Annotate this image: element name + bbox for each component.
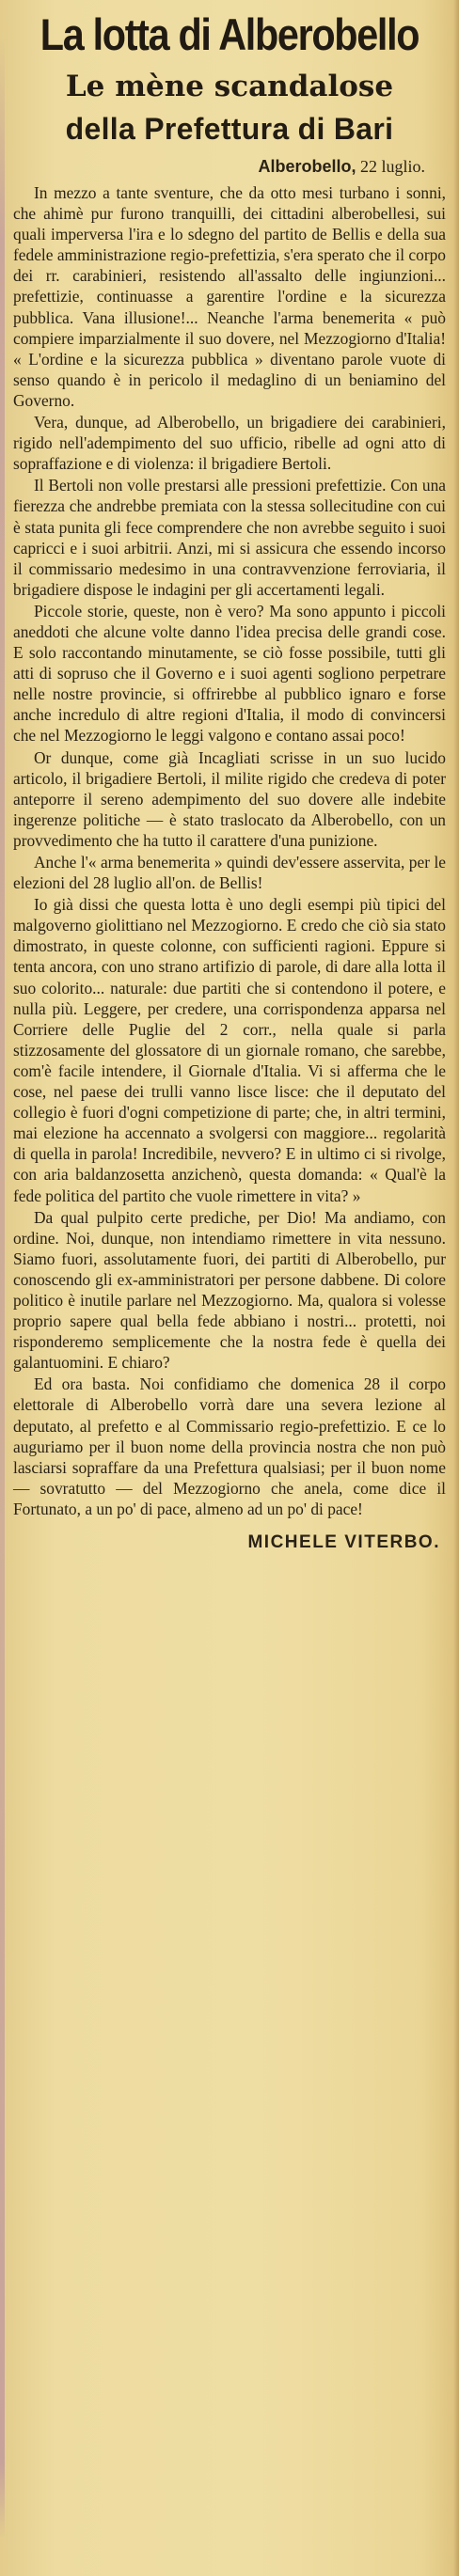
paragraph: Ed ora basta. Noi confidiamo che domenica 28 il corpo elettorale di Alberobello vorrà dare una severa lezione al deputato, al prefetto e al Commissario regio-prefettizio. E ce lo auguriamo per il buon nome della provincia nostra che non può lasciarsi sopraffare da una Prefettura qualsiasi; per il buon nome — sovratutto — del Mezzogiorno che anela, come dice il Fortunato, a un po' di pace, almeno ad un po' di pace! [13, 1374, 446, 1518]
ink-stain [0, 38, 5, 2538]
paragraph: Il Bertoli non volle prestarsi alle pressioni prefettizie. Con una fierezza che andrebbe premiata con la stessa sollecitudine con cui è stata punita gli fece comprendere che non avrebbe seguito i suoi capricci e i suoi arbitrii. Anzi, mi si assicura che essendo incorso il commissario medesimo in una contravvenzione ferroviaria, il brigadiere dispose le indagini per gli accertamenti legali. [13, 476, 446, 599]
dateline-place: Alberobello, [258, 157, 356, 176]
paragraph: Anche l'« arma benemerita » quindi dev'essere asservita, per le elezioni del 28 luglio all'on. de Bellis! [13, 853, 446, 893]
paragraph: In mezzo a tante sventure, che da otto mesi turbano i sonni, che ahimè pur furono tranquilli, dei cittadini alberobellesi, sui quali imperversa l'ira e lo sdegno del partito de Bellis e della sua fedele amministrazione regio-prefettizia, s'era sperato che il corpo dei rr. carabinieri, resistendo all'assalto delle ingiunzioni... prefettizie, continuasse a garentire l'ordine e la sicurezza pubblica. Vana illusione!... Neanche l'arma benemerita « può compiere imparzialmente il suo dovere, nel Mezzogiorno d'Italia! « L'ordine e la sicurezza pubblica » diventano parole vuote di senso quando è in pericolo il medaglino di un beniamino del Governo. [13, 183, 446, 410]
headline: La lotta di Alberobello [40, 9, 419, 59]
dateline-date: 22 luglio. [359, 157, 425, 176]
paragraph: Piccole storie, queste, non è vero? Ma sono appunto i piccoli aneddoti che alcune volte danno l'idea precisa delle grandi cose. E solo raccontando minutamente, se ciò fosse possibile, tutti gli atti di sopruso che il Governo e i suoi agenti sogliono perpetrare nelle nostre provincie, si offrirebbe al pubblico ignaro e forse anche incredulo di altre regioni d'Italia, il modo di convincersi che nel Mezzogiorno le leggi valgono e contano assai poco! [13, 601, 446, 746]
dateline [13, 156, 446, 177]
author-signature: MICHELE VITERBO. [247, 1532, 440, 1552]
paragraph: Io già dissi che questa lotta è uno degli esempi più tipici del malgoverno giolittiano nel Mezzogiorno. E credo che ciò sia stato dimostrato, in queste colonne, con sufficienti ragioni. Eppure si tenta ancora, con uno strano artifizio di parole, di dare alla lotta il suo colorito... naturale: due partiti che si contendono il potere, e nulla più. Leggere, per credere, una corrispondenza apparsa nel Corriere delle Puglie del 2 corr., nella quale si parla stizzosamente del glossatore di un giornale romano, che sarebbe, com'è facile intendere, il Giornale d'Italia. Vi si afferma che le cose, nel paese dei trulli vanno lisce lisce: che il deputato del collegio è fuori d'ogni competizione di parte; che, in altri termini, mai elezione ha accennato a svolgersi con maggiore... regolarità di quella in parola! Incredibile, nevvero? E in ultimo ci si rivolge, con aria baldanzosetta anzichenò, questa domanda: « Qual'è la fede politica del partito che vuole rimettere in vita? » [13, 895, 446, 1205]
subheadline-secondary: della Prefettura di Bari [65, 112, 394, 146]
paragraph: Da qual pulpito certe prediche, per Dio! Ma andiamo, con ordine. Noi, dunque, non intendiamo rimettere in vita nessuno. Siamo fuori, assolutamente fuori, dei partiti di Alberobello, pur conoscendo gli ex-amministratori per persone dabbene. Di colore politico è inutile parlare nel Mezzogiorno. Ma, qualora si volesse proprio sapere qual bella fede abbiano i nostri... protetti, noi risponderemo semplicemente che la nostra fede è quella dei galantuomini. E chiaro? [13, 1207, 446, 1373]
paragraph: Vera, dunque, ad Alberobello, un brigadiere dei carabinieri, rigido nell'adempimento del suo ufficio, ribelle ad ogni atto di sopraffazione e di violenza: il brigadiere Bertoli. [13, 413, 446, 474]
article-body [13, 182, 446, 1519]
subheadline: Le mène scandalose [65, 70, 394, 103]
page-edge-shadow [453, 0, 459, 2576]
paragraph: Or dunque, come già Incagliati scrisse in un suo lucido articolo, il brigadiere Bertoli, il milite rigido che credeva di poter anteporre il sereno adempimento del suo dovere alle indebite ingerenze politiche — è stato traslocato da Alberobello, con un provvedimento che ha tutto il carattere d'una punizione. [13, 747, 446, 850]
